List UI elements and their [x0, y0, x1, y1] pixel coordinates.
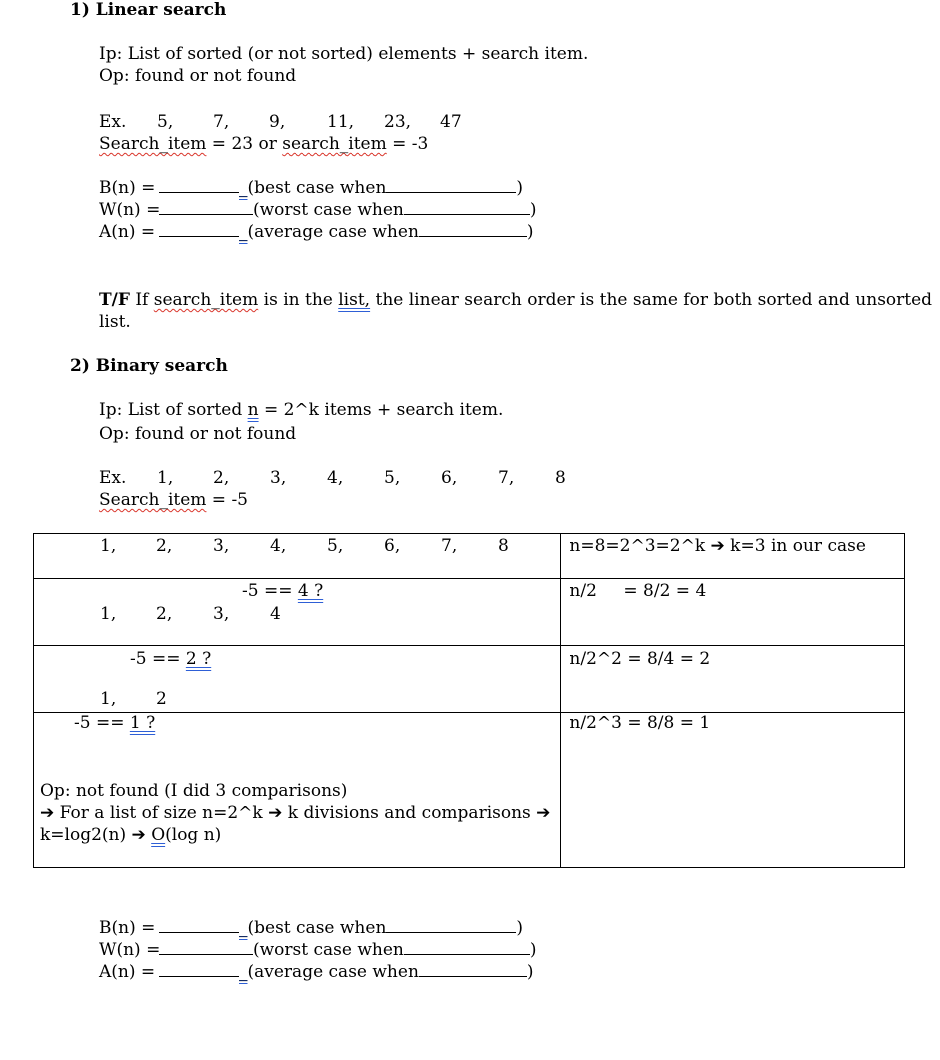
comparison-value: 1 ?	[129, 713, 156, 733]
blank-label: W(n) =	[99, 940, 161, 960]
table-row	[34, 579, 905, 646]
close-paren: )	[529, 940, 537, 960]
ex-item: 9,	[269, 112, 286, 132]
row4-formula: n/2^3 = 8/8 = 1	[569, 713, 711, 733]
ex-item: 7,	[213, 112, 230, 132]
tf-word: list,	[338, 290, 371, 310]
section2-search-item	[99, 490, 248, 510]
blank-text: (worst case when	[253, 200, 404, 220]
tf-text: is in the	[258, 290, 339, 310]
big-o: O	[151, 825, 166, 845]
table-cell	[561, 646, 905, 713]
table-cell	[34, 646, 561, 713]
blank-row-worst	[99, 200, 537, 220]
true-false-question	[99, 290, 932, 310]
row1-formula: n=8=2^3=2^k ➔ k=3 in our case	[569, 536, 866, 556]
ex-item: 4,	[327, 468, 344, 488]
comparison-value: 2 ?	[185, 649, 212, 669]
search-item-end: = -5	[206, 490, 249, 510]
conclusion-line3	[40, 825, 221, 845]
section1-ex-label: Ex.	[99, 112, 127, 132]
row2-formula-b: = 8/2 = 4	[623, 581, 707, 601]
answer-blank	[159, 200, 253, 215]
binary-search-table	[33, 533, 905, 868]
blank-text: (worst case when	[253, 940, 404, 960]
list-item: 4,	[270, 536, 287, 556]
answer-blank	[159, 222, 239, 237]
search-item-mid: = 23 or	[206, 134, 283, 154]
section1-output: Op: found or not found	[99, 66, 297, 86]
close-paren: )	[526, 222, 534, 242]
conclusion-pre: k=log2(n) ➔	[40, 825, 152, 845]
comparison	[242, 581, 323, 601]
ex-item: 23,	[384, 112, 412, 132]
ex-item: 5,	[384, 468, 401, 488]
blank-row-best	[99, 178, 523, 198]
answer-blank	[159, 940, 253, 955]
answer-blank	[159, 178, 239, 193]
close-paren: )	[526, 962, 534, 982]
list-item: 1,	[100, 689, 117, 709]
close-paren: )	[529, 200, 537, 220]
blank-label: A(n) =	[99, 222, 156, 242]
search-item-end: = -3	[386, 134, 429, 154]
section1-search-item	[99, 134, 428, 154]
table-cell	[34, 534, 561, 579]
blank-text: (best case when	[247, 918, 387, 938]
ip-text: Ip: List of sorted	[99, 400, 248, 420]
blank-label: B(n) =	[99, 918, 156, 938]
list-item: 2	[156, 689, 167, 709]
answer-blank	[159, 962, 239, 977]
comparison	[74, 713, 155, 733]
comparison-value: 4 ?	[297, 581, 324, 601]
blank-label: W(n) =	[99, 200, 161, 220]
tf-text: the linear search order is the same for both sorted and unsorted	[370, 290, 933, 310]
row3-formula: n/2^2 = 8/4 = 2	[569, 649, 711, 669]
ex-item: 7,	[498, 468, 515, 488]
comparison-pre: -5 ==	[242, 581, 298, 601]
ex-item: 3,	[270, 468, 287, 488]
blank-mark: _	[239, 178, 248, 198]
table-cell	[34, 579, 561, 646]
table-row	[34, 534, 905, 579]
ex-item: 5,	[157, 112, 174, 132]
table-row	[34, 713, 905, 868]
list-item: 8	[498, 536, 509, 556]
ex-item: 6,	[441, 468, 458, 488]
row2-formula-a: n/2	[569, 581, 597, 601]
table-cell	[561, 534, 905, 579]
section2-heading: 2) Binary search	[70, 356, 228, 376]
section2-input	[99, 400, 503, 420]
table-row	[34, 646, 905, 713]
close-paren: )	[516, 178, 524, 198]
list-item: 1,	[100, 604, 117, 624]
conclusion-line1: Op: not found (I did 3 comparisons)	[40, 781, 348, 801]
tf-text: If	[129, 290, 154, 310]
list-item: 5,	[327, 536, 344, 556]
answer-blank	[386, 918, 516, 933]
blank-mark: _	[239, 962, 248, 982]
ip-text: = 2^k items + search item.	[258, 400, 504, 420]
list-item: 2,	[156, 536, 173, 556]
comparison-pre: -5 ==	[74, 713, 130, 733]
blank-mark: _	[239, 918, 248, 938]
blank-text: (average case when	[247, 222, 419, 242]
list-item: 2,	[156, 604, 173, 624]
answer-blank	[386, 178, 516, 193]
blank-row-average	[99, 222, 534, 242]
answer-blank	[419, 962, 527, 977]
blank-text: (best case when	[247, 178, 387, 198]
ip-n: n	[247, 400, 259, 420]
bottom-blank-best	[99, 918, 523, 938]
tf-word: search_item	[153, 290, 259, 310]
section1-input: Ip: List of sorted (or not sorted) elements + search item.	[99, 44, 589, 64]
blank-mark: _	[239, 222, 248, 242]
answer-blank	[159, 918, 239, 933]
table-cell	[561, 579, 905, 646]
bottom-blank-average	[99, 962, 534, 982]
true-false-line2: list.	[99, 312, 131, 332]
table-cell	[34, 713, 561, 868]
section2-ex-label: Ex.	[99, 468, 127, 488]
blank-label: B(n) =	[99, 178, 156, 198]
list-item: 6,	[384, 536, 401, 556]
ex-item: 2,	[213, 468, 230, 488]
conclusion-line2: ➔ For a list of size n=2^k ➔ k divisions and comparisons ➔	[40, 803, 551, 823]
conclusion-post: (log n)	[165, 825, 222, 845]
close-paren: )	[516, 918, 524, 938]
answer-blank	[404, 200, 530, 215]
list-item: 4	[270, 604, 281, 624]
ex-item: 1,	[157, 468, 174, 488]
list-item: 3,	[213, 536, 230, 556]
ex-item: 8	[555, 468, 566, 488]
search-item-word: Search_item	[99, 134, 207, 154]
list-item: 3,	[213, 604, 230, 624]
comparison-pre: -5 ==	[130, 649, 186, 669]
ex-item: 47	[440, 112, 462, 132]
search-item-word: Search_item	[99, 490, 207, 510]
answer-blank	[419, 222, 527, 237]
section1-heading: 1) Linear search	[70, 0, 227, 20]
answer-blank	[404, 940, 530, 955]
tf-label: T/F	[99, 290, 130, 310]
section2-output: Op: found or not found	[99, 424, 297, 444]
search-item-word: search_item	[282, 134, 387, 154]
blank-label: A(n) =	[99, 962, 156, 982]
list-item: 1,	[100, 536, 117, 556]
list-item: 7,	[441, 536, 458, 556]
comparison	[130, 649, 211, 669]
table-cell	[561, 713, 905, 868]
ex-item: 11,	[327, 112, 355, 132]
bottom-blank-worst	[99, 940, 537, 960]
blank-text: (average case when	[247, 962, 419, 982]
